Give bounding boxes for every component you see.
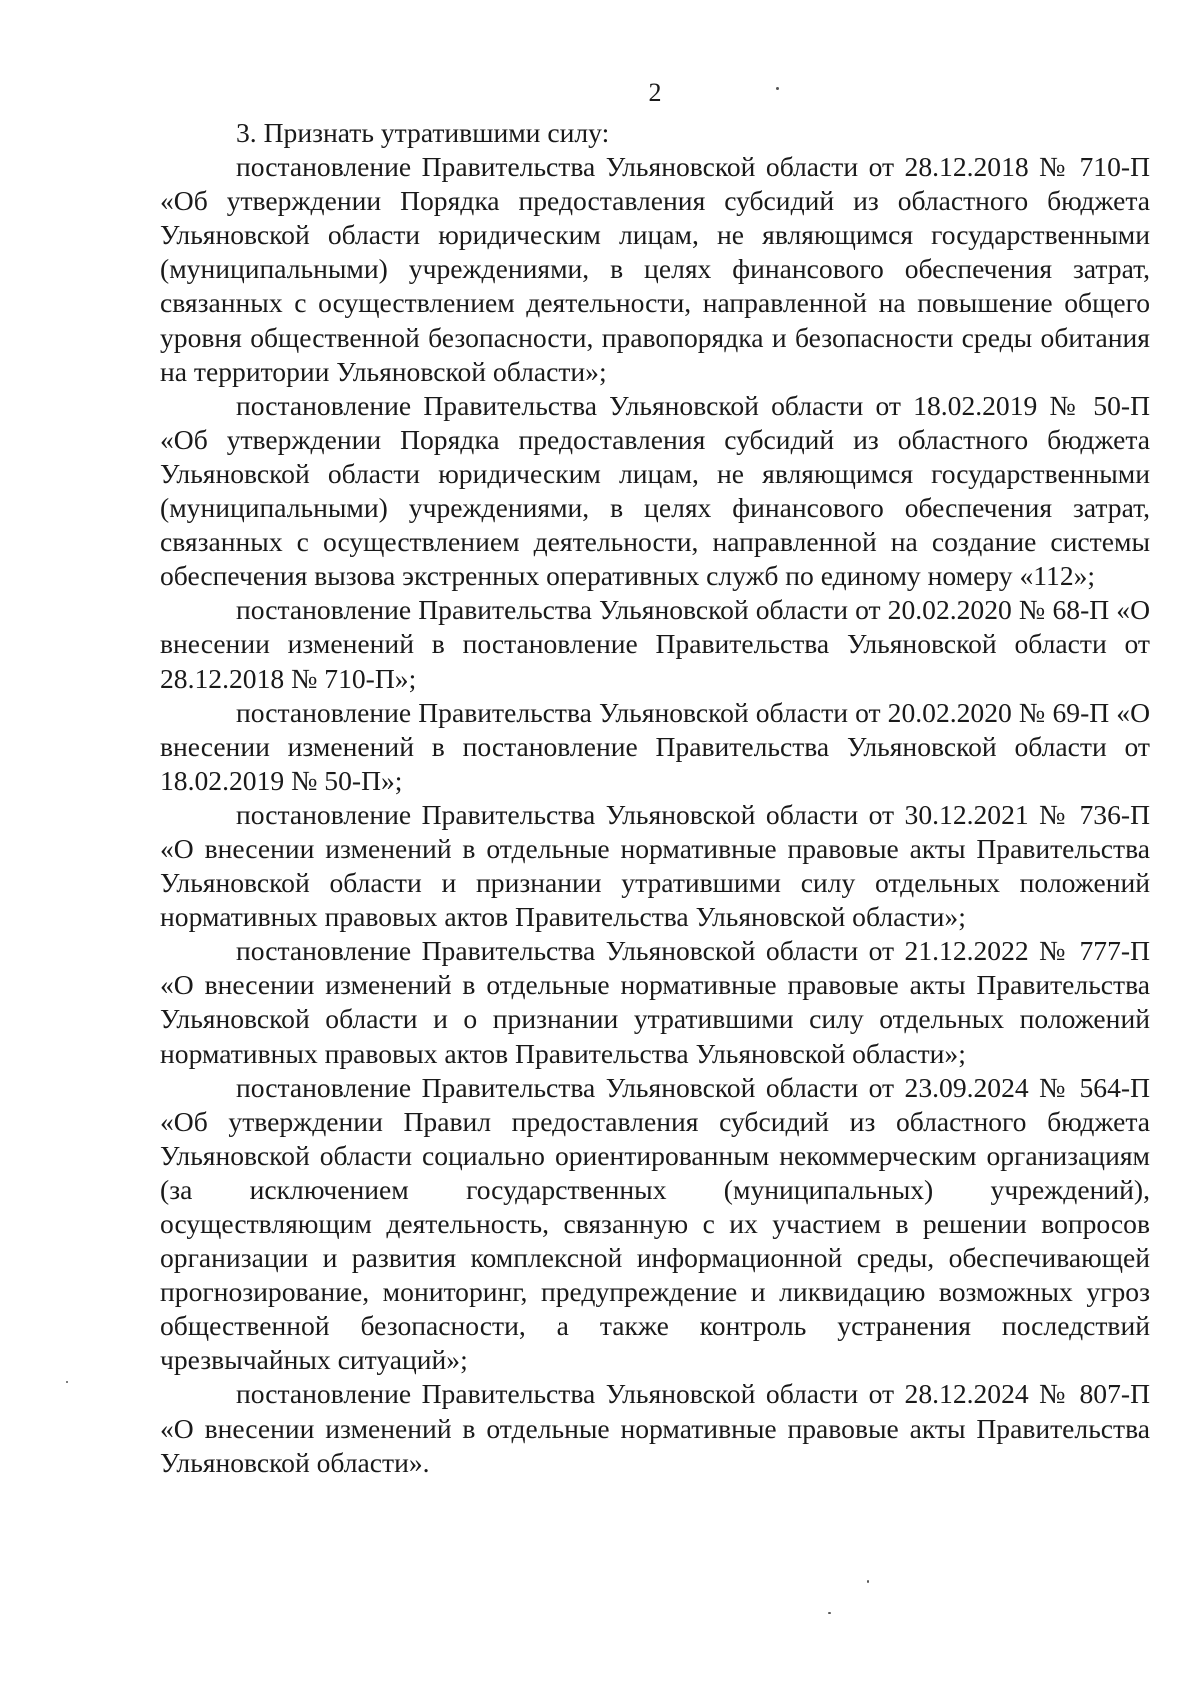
repealed-act-item: постановление Правительства Ульяновской области от 28.12.2018 № 710-П «Об утверждении Порядка предоставления субсидий из областного бюджета Ульяновской области юридическим лицам, не являющимся государственными (муниципальными) учреждениями, в целях финансового обеспечения затрат, связанных с осуществлением деятельности, направленной на повышение общего уровня общественной безопасности, правопорядка и безопасности среды обитания на территории Ульяновской области»; xyxy=(160,151,1150,387)
repealed-act-item: постановление Правительства Ульяновской области от 23.09.2024 № 564-П «Об утверждении Правил предоставления субсидий из областного бюджета Ульяновской области социально ориентированным некоммерческим организациям (за исключением государственных (муниципальных) учреждений), осуществляющим деятельность, связанную с их участием в решении вопросов организации и развития комплексной информационной среды, обеспечивающей прогнозирование, мониторинг, предупреждение и ликвидацию возможных угроз общественной безопасности, а также контроль устранения последствий чрезвычайных ситуаций»; xyxy=(160,1071,1150,1376)
repealed-act-item: постановление Правительства Ульяновской области от 20.02.2020 № 68-П «О внесении изменений в постановление Правительства Ульяновской области от 28.12.2018 № 710-П»; xyxy=(160,594,1150,694)
scan-speck xyxy=(776,87,779,90)
repealed-act-item: постановление Правительства Ульяновской области от 21.12.2022 № 777-П «О внесении изменений в отдельные нормативные правовые акты Правительства Ульяновской области и о признании утратившими силу отдельных положений нормативных правовых актов Правительства Ульяновской области»; xyxy=(160,935,1150,1069)
repealed-act-item: постановление Правительства Ульяновской области от 30.12.2021 № 736-П «О внесении изменений в отдельные нормативные правовые акты Правительства Ульяновской области и признании утратившими силу отдельных положений нормативных правовых актов Правительства Ульяновской области»; xyxy=(160,798,1150,933)
scan-speck xyxy=(66,1381,68,1383)
scan-speck xyxy=(867,1580,869,1583)
section-heading: 3. Признать утратившими силу: xyxy=(236,117,610,148)
page-number: 2 xyxy=(648,78,662,107)
document-body xyxy=(160,116,1150,1480)
repealed-act-item: постановление Правительства Ульяновской области от 28.12.2024 № 807-П «О внесении изменений в отдельные нормативные правовые акты Правительства Ульяновской области». xyxy=(160,1378,1150,1478)
repealed-act-item: постановление Правительства Ульяновской области от 20.02.2020 № 69-П «О внесении изменений в постановление Правительства Ульяновской области от 18.02.2019 № 50-П»; xyxy=(160,696,1150,796)
repealed-act-item: постановление Правительства Ульяновской области от 18.02.2019 № 50-П «Об утверждении Порядка предоставления субсидий из областного бюджета Ульяновской области юридическим лицам, не являющимся государственными (муниципальными) учреждениями, в целях финансового обеспечения затрат, связанных с осуществлением деятельности, направленной на создание системы обеспечения вызова экстренных оперативных служб по единому номеру «112»; xyxy=(160,389,1150,592)
scan-speck xyxy=(828,1612,831,1614)
